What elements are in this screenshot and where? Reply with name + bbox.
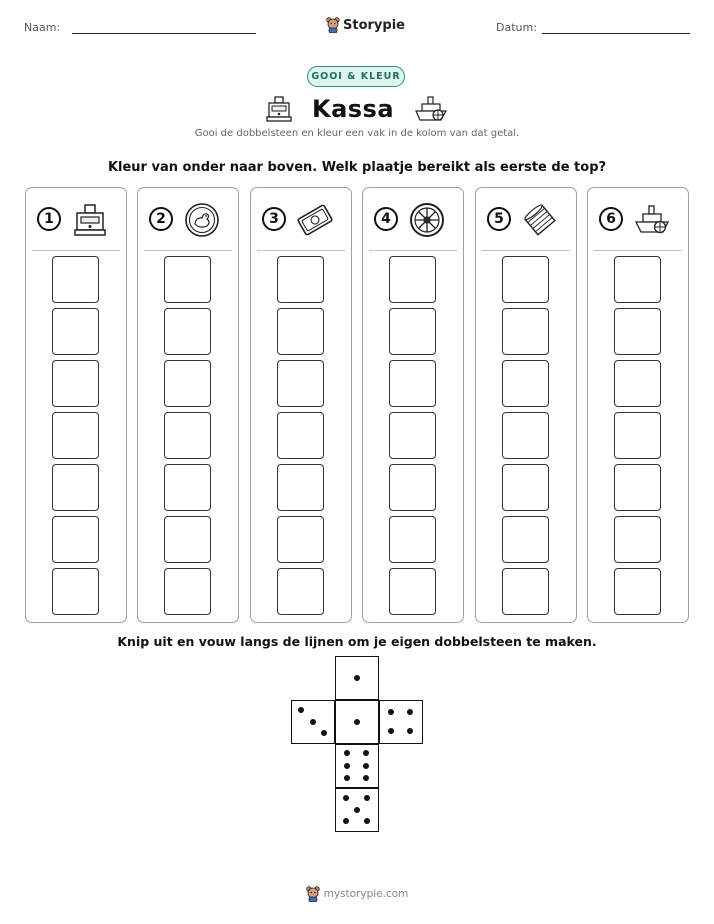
color-cell[interactable] — [389, 412, 436, 459]
die-pip — [310, 719, 316, 725]
column-5 — [475, 187, 577, 623]
column-separator — [594, 250, 682, 251]
color-cell[interactable] — [164, 568, 211, 615]
boat-icon — [414, 95, 448, 123]
color-cell[interactable] — [52, 360, 99, 407]
column-header — [138, 202, 238, 242]
color-cell[interactable] — [277, 516, 324, 563]
color-cell[interactable] — [277, 464, 324, 511]
die-pip — [321, 730, 327, 736]
color-cell[interactable] — [389, 256, 436, 303]
die-face — [335, 656, 379, 700]
color-cell[interactable] — [502, 360, 549, 407]
category-badge: GOOI & KLEUR — [307, 66, 405, 87]
die-pip — [343, 795, 349, 801]
die-pip — [363, 775, 369, 781]
die-pip — [388, 709, 394, 715]
color-cell[interactable] — [52, 464, 99, 511]
die-pip — [407, 728, 413, 734]
color-cell[interactable] — [164, 256, 211, 303]
die-face — [379, 700, 423, 744]
column-separator — [369, 250, 457, 251]
column-number: 1 — [37, 207, 61, 231]
color-cell[interactable] — [277, 256, 324, 303]
die-face — [335, 700, 379, 744]
column-separator — [482, 250, 570, 251]
date-label: Datum: — [496, 21, 537, 34]
brand-logo — [326, 17, 405, 33]
die-pip — [344, 775, 350, 781]
color-cell[interactable] — [614, 516, 661, 563]
column-number: 2 — [149, 207, 173, 231]
column-6 — [587, 187, 689, 623]
die-pip — [343, 818, 349, 824]
color-cell[interactable] — [389, 568, 436, 615]
color-cell[interactable] — [614, 256, 661, 303]
die-pip — [388, 728, 394, 734]
color-cell[interactable] — [277, 412, 324, 459]
column-separator — [32, 250, 120, 251]
column-separator — [144, 250, 232, 251]
die-face — [335, 744, 379, 788]
color-cell[interactable] — [389, 308, 436, 355]
color-cell[interactable] — [502, 464, 549, 511]
date-line — [542, 33, 690, 34]
columns-area — [25, 187, 689, 623]
column-header — [588, 202, 688, 242]
color-cell[interactable] — [389, 360, 436, 407]
bear-icon — [326, 17, 340, 33]
brand-name: Storypie — [343, 17, 405, 33]
column-number: 3 — [262, 207, 286, 231]
die-pip — [354, 719, 360, 725]
column-separator — [257, 250, 345, 251]
name-label: Naam: — [24, 21, 61, 34]
color-cell[interactable] — [277, 568, 324, 615]
title-row — [0, 92, 714, 126]
color-cell[interactable] — [164, 464, 211, 511]
color-cell[interactable] — [614, 412, 661, 459]
color-cell[interactable] — [389, 464, 436, 511]
column-header — [476, 202, 576, 242]
column-1 — [25, 187, 127, 623]
die-pip — [354, 675, 360, 681]
color-cell[interactable] — [277, 360, 324, 407]
color-cell[interactable] — [164, 412, 211, 459]
die-pip — [298, 707, 304, 713]
die-pip — [363, 763, 369, 769]
color-cell[interactable] — [164, 308, 211, 355]
instruction: Kleur van onder naar boven. Welk plaatje bereikt als eerste de top? — [107, 160, 607, 175]
color-cell[interactable] — [52, 568, 99, 615]
color-cell[interactable] — [614, 464, 661, 511]
die-pip — [364, 818, 370, 824]
page-title: Kassa — [311, 95, 395, 123]
color-cell[interactable] — [164, 516, 211, 563]
color-cell[interactable] — [164, 360, 211, 407]
wheel-icon — [409, 202, 445, 238]
boat-icon — [634, 202, 670, 238]
color-cell[interactable] — [502, 256, 549, 303]
color-cell[interactable] — [389, 516, 436, 563]
column-header — [26, 202, 126, 242]
column-number: 4 — [374, 207, 398, 231]
color-cell[interactable] — [502, 568, 549, 615]
color-cell[interactable] — [52, 516, 99, 563]
die-pip — [407, 709, 413, 715]
receipt-roll-icon — [522, 202, 558, 238]
color-cell[interactable] — [502, 516, 549, 563]
color-cell[interactable] — [614, 308, 661, 355]
die-pip — [354, 807, 360, 813]
color-cell[interactable] — [52, 308, 99, 355]
cash-register-icon — [266, 95, 292, 123]
die-instruction: Knip uit en vouw langs de lijnen om je eigen dobbelsteen te maken. — [117, 634, 597, 649]
die-face — [335, 788, 379, 832]
column-4 — [362, 187, 464, 623]
die-pip — [363, 750, 369, 756]
color-cell[interactable] — [502, 412, 549, 459]
worksheet-header — [0, 17, 714, 39]
color-cell[interactable] — [277, 308, 324, 355]
color-cell[interactable] — [614, 568, 661, 615]
cash-register-icon — [72, 202, 108, 238]
column-number: 6 — [599, 207, 623, 231]
column-number: 5 — [487, 207, 511, 231]
die-face — [291, 700, 335, 744]
coin-icon — [184, 202, 220, 238]
die-pip — [344, 763, 350, 769]
color-cell[interactable] — [52, 412, 99, 459]
color-cell[interactable] — [52, 256, 99, 303]
color-cell[interactable] — [502, 308, 549, 355]
banknote-icon — [297, 202, 333, 238]
die-pip — [344, 750, 350, 756]
color-cell[interactable] — [614, 360, 661, 407]
bear-icon — [306, 886, 320, 902]
subtitle: Gooi de dobbelsteen en kleur een vak in de kolom van dat getal. — [194, 128, 520, 139]
column-header — [251, 202, 351, 242]
column-3 — [250, 187, 352, 623]
name-line — [72, 33, 256, 34]
footer — [0, 886, 714, 902]
column-2 — [137, 187, 239, 623]
die-pip — [364, 795, 370, 801]
column-header — [363, 202, 463, 242]
footer-url: mystorypie.com — [323, 888, 409, 900]
